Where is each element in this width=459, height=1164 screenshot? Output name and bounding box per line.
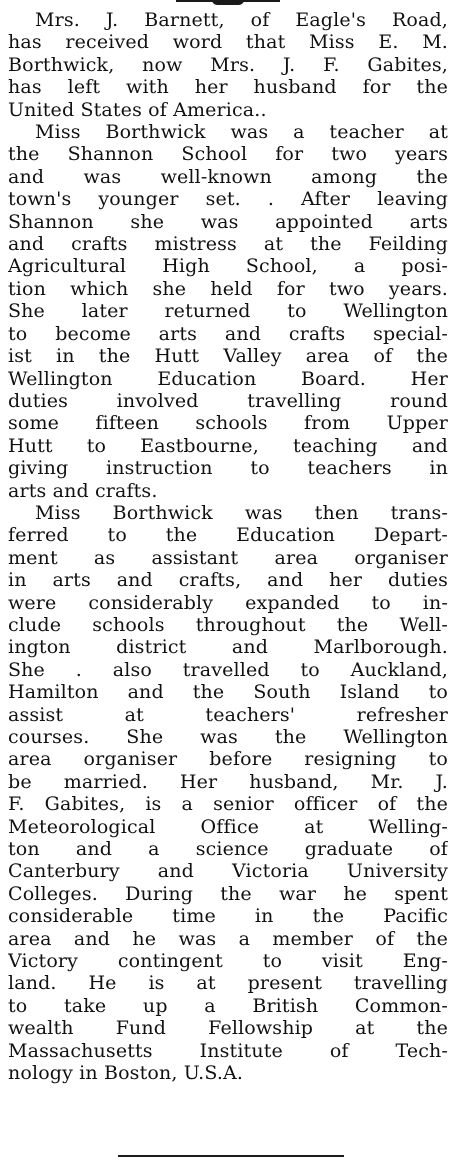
article-line: nology in Boston, U.S.A. bbox=[8, 1062, 244, 1085]
article-line: Borthwick, now Mrs. J. F. Gabites, bbox=[8, 53, 448, 76]
article-line: ferred to the Education Depart- bbox=[8, 524, 448, 547]
article-line: F. Gabites, is a senior officer of the bbox=[8, 793, 448, 816]
article-line: in arts and crafts, and her duties bbox=[8, 569, 448, 592]
article-line: ington district and Marlborough. bbox=[8, 636, 448, 659]
article-line: Hamilton and the South Island to bbox=[8, 681, 448, 704]
article-line: town's younger set. . After leaving bbox=[8, 188, 448, 211]
paragraph-2 bbox=[8, 121, 448, 502]
paragraph-3 bbox=[8, 502, 448, 1085]
article-line: Hutt to Eastbourne, teaching and bbox=[8, 434, 448, 457]
article-line: Victory contingent to visit Eng- bbox=[8, 950, 448, 973]
article-line: Wellington Education Board. Her bbox=[8, 367, 448, 390]
article-line: tion which she held for two years. bbox=[8, 277, 448, 300]
article-line: Massachusetts Institute of Tech- bbox=[8, 1039, 448, 1062]
article-line: Agricultural High School, a posi- bbox=[8, 255, 448, 278]
article-line: courses. She was the Wellington bbox=[8, 726, 448, 748]
article-line: Shannon she was appointed arts bbox=[8, 210, 448, 233]
article-line: considerable time in the Pacific bbox=[8, 905, 448, 928]
article-line: Colleges. During the war he spent bbox=[8, 882, 448, 905]
article-line: ment as assistant area organiser bbox=[8, 546, 448, 569]
article-line: ist in the Hutt Valley area of the bbox=[8, 345, 448, 368]
article-line: and was well-known among the bbox=[8, 165, 448, 188]
article-column bbox=[8, 9, 448, 1085]
article-line: She . also travelled to Auckland, bbox=[8, 658, 448, 681]
article-line: duties involved travelling round bbox=[8, 389, 448, 412]
article-line: land. He is at present travelling bbox=[8, 972, 448, 995]
article-line: wealth Fund Fellowship at the bbox=[8, 1017, 448, 1040]
article-line: were considerably expanded to in- bbox=[8, 591, 448, 614]
article-line: has left with her husband for the bbox=[8, 76, 448, 99]
article-line: to take up a British Common- bbox=[8, 994, 448, 1017]
article-line: giving instruction to teachers in bbox=[8, 457, 448, 480]
article-line: United States of America.. bbox=[8, 98, 267, 121]
article-line: Mrs. J. Barnett, of Eagle's Road, bbox=[35, 9, 448, 31]
bottom-rule bbox=[118, 1155, 344, 1157]
article-line: ton and a science graduate of bbox=[8, 838, 448, 861]
article-line: and crafts mistress at the Feilding bbox=[8, 233, 448, 256]
top-decorative-rule bbox=[176, 0, 280, 2]
article-line: She later returned to Wellington bbox=[8, 300, 448, 323]
article-line: Meteorological Office at Welling- bbox=[8, 815, 448, 838]
article-line: arts and crafts. bbox=[8, 479, 158, 502]
article-line: some fifteen schools from Upper bbox=[8, 412, 448, 435]
article-line: clude schools throughout the Well- bbox=[8, 613, 448, 636]
article-line: assist at teachers' refresher bbox=[8, 703, 448, 726]
article-line: be married. Her husband, Mr. J. bbox=[8, 770, 448, 793]
article-line: to become arts and crafts special- bbox=[8, 322, 448, 345]
article-line: Canterbury and Victoria University bbox=[8, 860, 448, 883]
article-line: area organiser before resigning to bbox=[8, 748, 448, 771]
article-line: area and he was a member of the bbox=[8, 927, 448, 950]
article-line: has received word that Miss E. M. bbox=[8, 31, 448, 54]
article-line: the Shannon School for two years bbox=[8, 143, 448, 166]
paragraph-1 bbox=[8, 9, 448, 121]
article-line: Miss Borthwick was a teacher at bbox=[35, 121, 448, 144]
article-line: Miss Borthwick was then trans- bbox=[35, 501, 448, 524]
